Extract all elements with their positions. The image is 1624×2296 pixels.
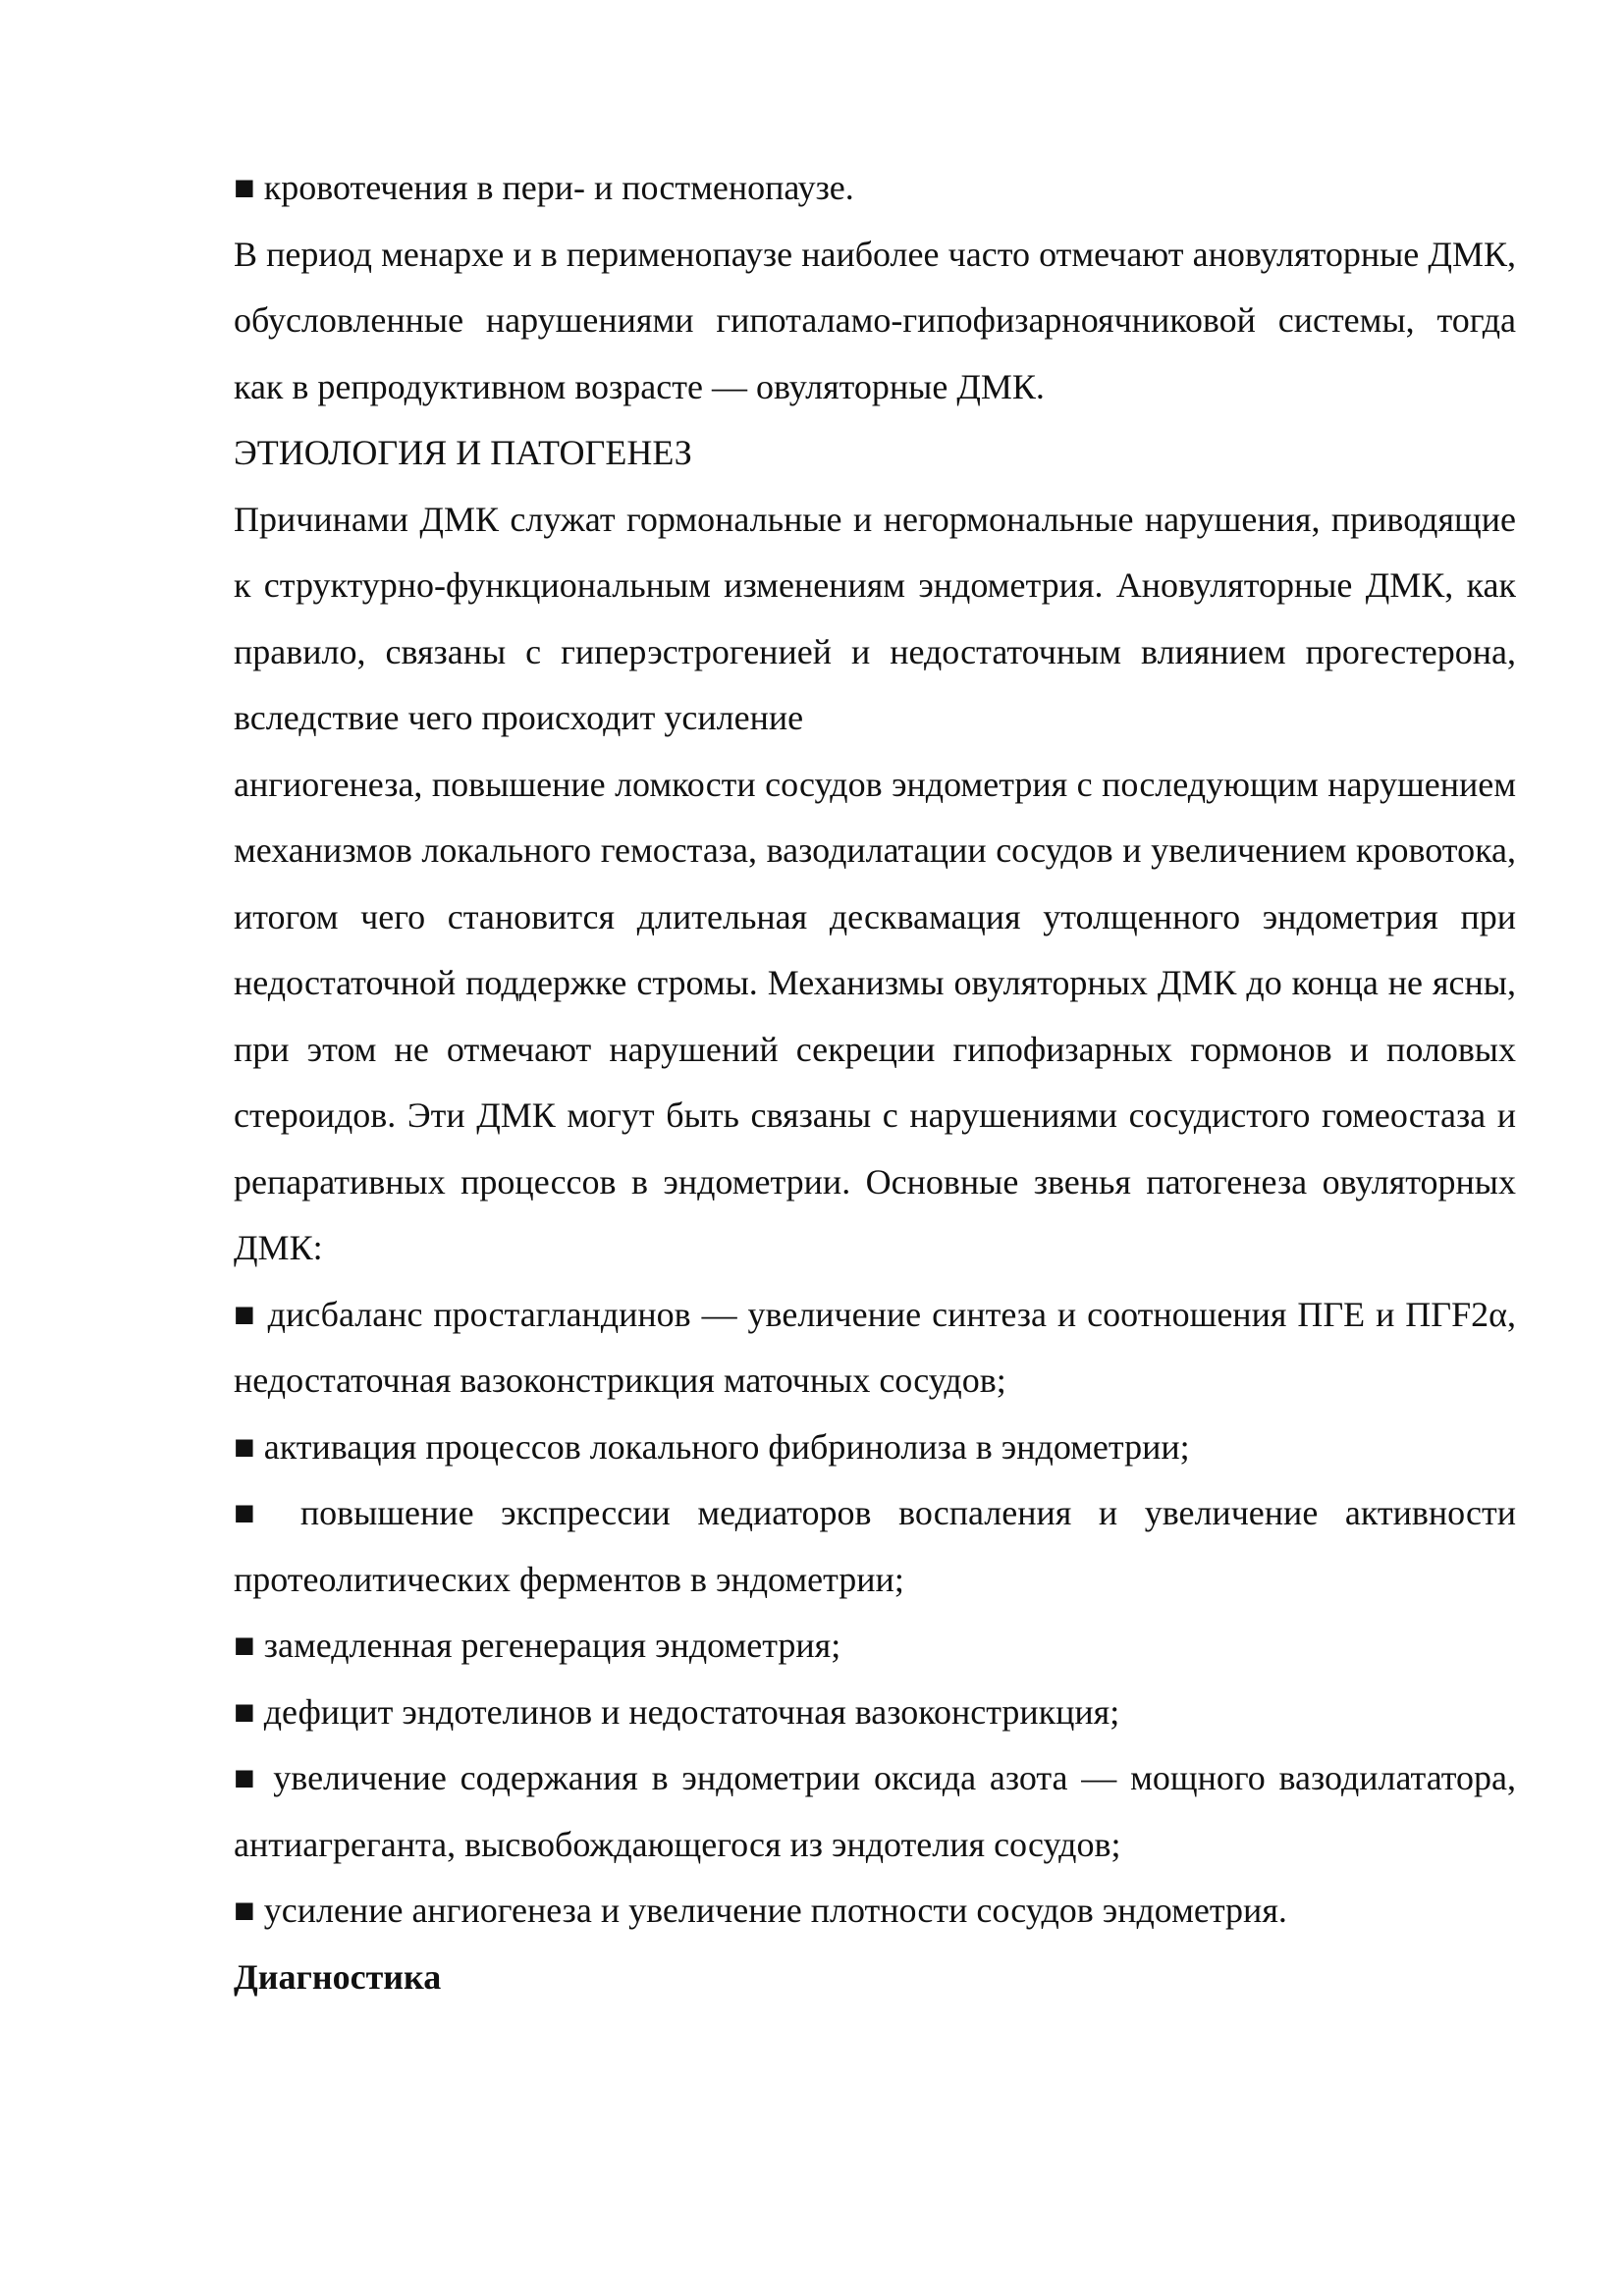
document-page [234,155,1516,2010]
bullet-endothelin-deficit: ■ дефицит эндотелинов и недостаточная вазоконстрикция; [234,1691,1120,1732]
paragraph-menarche-perimenopause: В период менархе и в перименопаузе наиболее часто отмечают ановуляторные ДМК, обусловленные нарушениями гипоталамо-гипофизарноячниковой системы, тогда как в репродуктивном возрасте — овуляторные ДМК. [234,234,1516,406]
bullet-nitric-oxide: ■ увеличение содержания в эндометрии оксида азота — мощного вазодилататора, антиагреганта, высвобождающегося из эндотелия сосудов; [234,1758,1516,1864]
bullet-angiogenesis-density: ■ усиление ангиогенеза и увеличение плотности сосудов эндометрия. [234,1891,1287,1930]
bullet-fibrinolysis-activation: ■ активация процессов локального фибринолиза в эндометрии; [234,1426,1190,1467]
paragraph-angiogenesis: ангиогенеза, повышение ломкости сосудов эндометрия с последующим нарушением механизмов локального гемостаза, вазодилатации сосудов и увеличением кровотока, итогом чего становится длительная десквамация утолщенного эндометрия при недостаточной поддержке стромы. Механизмы овуляторных ДМК до конца не ясны, при этом не отмечают нарушений секреции гипофизарных гормонов и половых стероидов. Эти ДМК могут быть связаны с нарушениями сосудистого гомеостаза и репаративных процессов в эндометрии. Основные звенья патогенеза овуляторных ДМК: [234,764,1516,1267]
heading-diagnostics: Диагностика [234,1956,442,1997]
heading-etiology-pathogenesis: ЭТИОЛОГИЯ И ПАТОГЕНЕЗ [234,433,692,472]
paragraph-causes: Причинами ДМК служат гормональные и негормональные нарушения, приводящие к структурно-функциональным изменениям эндометрия. Ановуляторные ДМК, как правило, связаны с гиперэстрогенией и недостаточным влиянием прогестерона, вследствие чего происходит усиление [234,499,1516,737]
bullet-slow-regeneration: ■ замедленная регенерация эндометрия; [234,1626,841,1665]
bullet-inflammation-mediators: ■ повышение экспрессии медиаторов воспаления и увеличение активности протеолитических ферментов в эндометрии; [234,1493,1516,1599]
bullet-prostaglandin-imbalance: ■ дисбаланс простагландинов — увеличение синтеза и соотношения ПГЕ и ПГF2α, недостаточная вазоконстрикция маточных сосудов; [234,1294,1516,1400]
bullet-bleeding-peri-postmenopause: ■ кровотечения в пери- и постменопаузе. [234,168,854,207]
